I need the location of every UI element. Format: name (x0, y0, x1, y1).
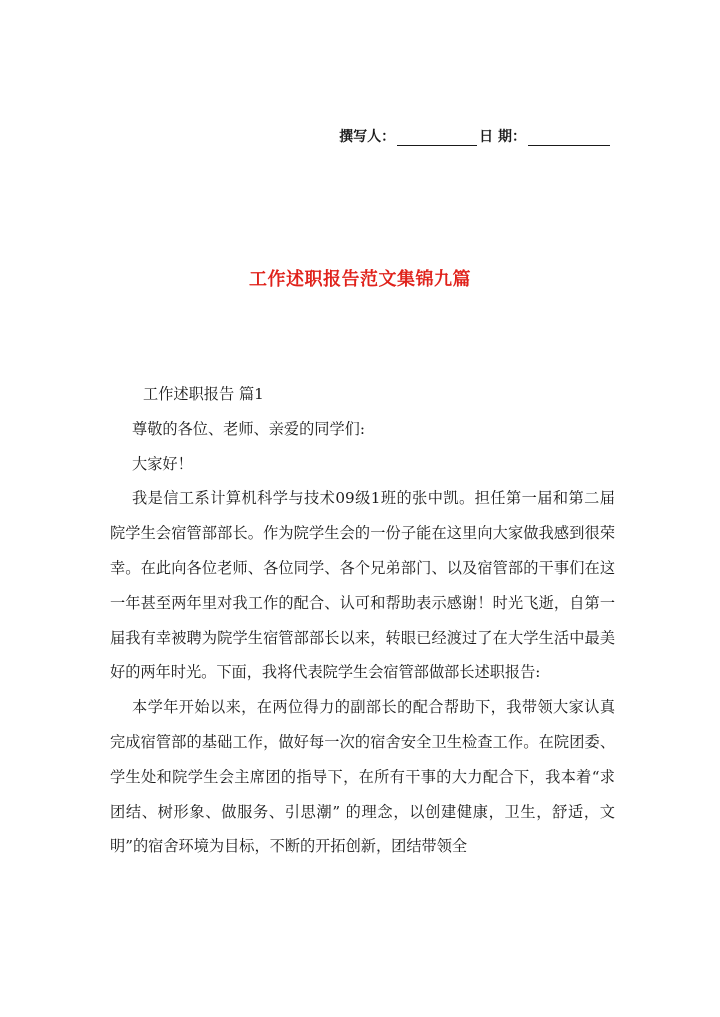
section-heading: 工作述职报告 篇1 (143, 385, 264, 403)
date-blank-field (528, 131, 610, 146)
body-paragraph: 我是信工系计算机科学与技术09级1班的张中凯。担任第一届和第二届院学生会宿管部部长。作为院学生会的一份子能在这里向大家做我感到很荣幸。在此向各位老师、各位同学、各个兄弟部门、以及宿管部的干事们在这一年甚至两年里对我工作的配合、认可和帮助表示感谢！时光飞逝，自第一届我有幸被聘为院学生宿管部部长以来，转眼已经渡过了在大学生活中最美好的两年时光。下面，我将代表院学生会宿管部做部长述职报告: (110, 489, 615, 682)
document-title: 工作述职报告范文集锦九篇 (249, 269, 471, 290)
body-paragraph: 本学年开始以来，在两位得力的副部长的配合帮助下，我带领大家认真完成宿管部的基础工作，做好每一次的宿舍安全卫生检查工作。在院团委、学生处和院学生会主席团的指导下，在所有干事的大力配合下，我本着“求团结、树形象、做服务、引思潮” 的理念，以创建健康，卫生，舒适，文明”的宿舍环境为目标，不断的开拓创新，团结带领全 (110, 698, 615, 856)
document-body (110, 377, 615, 864)
greeting-line: 尊敬的各位、老师、亲爱的同学们: (132, 419, 365, 438)
author-date-line (339, 126, 612, 146)
date-label: 日 期： (479, 129, 526, 145)
author-label: 撰写人： (339, 129, 396, 145)
salutation-line: 大家好！ (132, 454, 193, 473)
author-blank-field (397, 131, 477, 146)
